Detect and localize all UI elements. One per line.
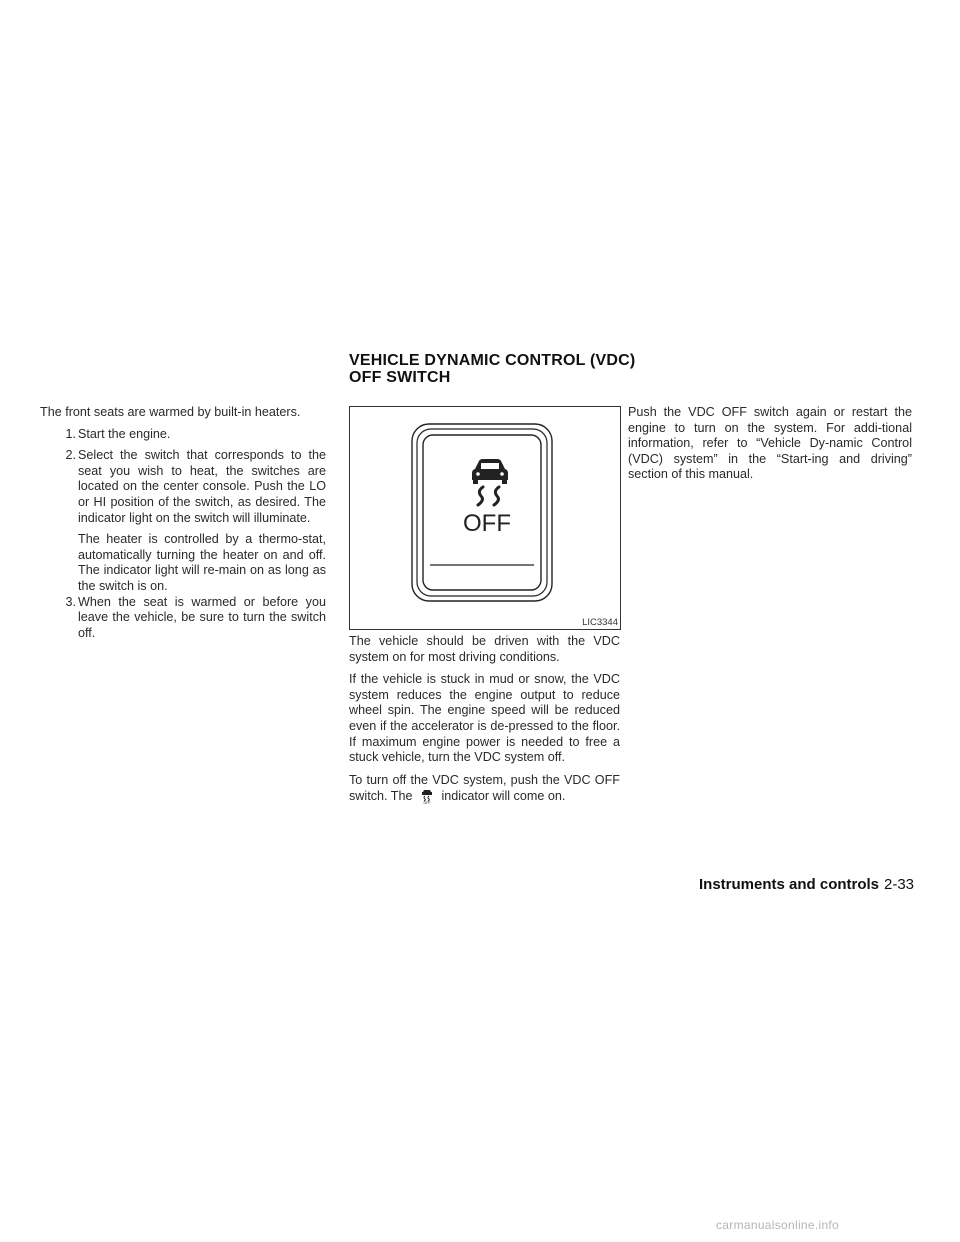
step-number: 1 .: [54, 427, 76, 443]
section-heading-line1: VEHICLE DYNAMIC CONTROL (VDC): [349, 352, 636, 369]
step-number: 3 .: [54, 595, 76, 611]
vdc-off-icon: [416, 788, 438, 804]
paragraph: The vehicle should be driven with the VDC system on for most driving conditions.: [349, 634, 620, 664]
step-text: When the seat is warmed or before you leave the vehicle, be sure to turn the switch off.: [78, 594, 326, 640]
paragraph-text-after-icon: indicator will come on.: [441, 789, 566, 804]
vdc-switch-figure: [349, 406, 621, 630]
middle-column: [349, 634, 620, 812]
section-heading: [349, 352, 649, 386]
step-text: Start the engine.: [78, 426, 171, 441]
section-heading-line2: OFF SWITCH: [349, 369, 451, 386]
paragraph: [349, 773, 620, 805]
step-number: 2 .: [54, 448, 76, 464]
left-column: [40, 405, 326, 647]
vdc-switch-illustration: [350, 407, 620, 629]
intro-paragraph: The front seats are warmed by built-in heaters.: [40, 405, 301, 419]
right-column: [628, 405, 912, 483]
paragraph-text-before-icon: To turn off the VDC system, push the VDC OFF switch. The: [349, 772, 620, 804]
list-item: [40, 448, 326, 526]
page-number: 2-33: [884, 876, 915, 893]
paragraph: Push the VDC OFF switch again or restart the engine to turn on the system. For addi-tional information, refer to “Vehicle Dy-namic Control (VDC) system” in the “Start-ing and driving” section of this manual.: [628, 405, 912, 482]
list-item: [40, 427, 326, 443]
figure-code: LIC3344: [582, 617, 618, 628]
step-text: Select the switch that corresponds to the seat you wish to heat, the switches are located on the center console. Push the LO or HI position of the switch, as desired. The indicator light on the switch will illuminate.: [78, 448, 326, 525]
step-note: The heater is controlled by a thermo-stat, automatically turning the heater on and off. The indicator light will re-main on as long as the switch is on.: [78, 532, 326, 593]
switch-off-label: OFF: [463, 510, 511, 537]
footer-section-name: Instruments and controls: [699, 876, 880, 893]
paragraph: If the vehicle is stuck in mud or snow, the VDC system reduces the engine output to reduce wheel spin. The engine speed will be reduced even if the accelerator is de-pressed to the floor. If maximum engine power is needed to free a stuck vehicle, turn the VDC system off.: [349, 672, 620, 765]
vdc-car-icon: [472, 459, 508, 484]
watermark: carmanualsonline.info: [716, 1218, 840, 1232]
list-item: [40, 595, 326, 642]
svg-text:OFF: OFF: [423, 801, 431, 805]
